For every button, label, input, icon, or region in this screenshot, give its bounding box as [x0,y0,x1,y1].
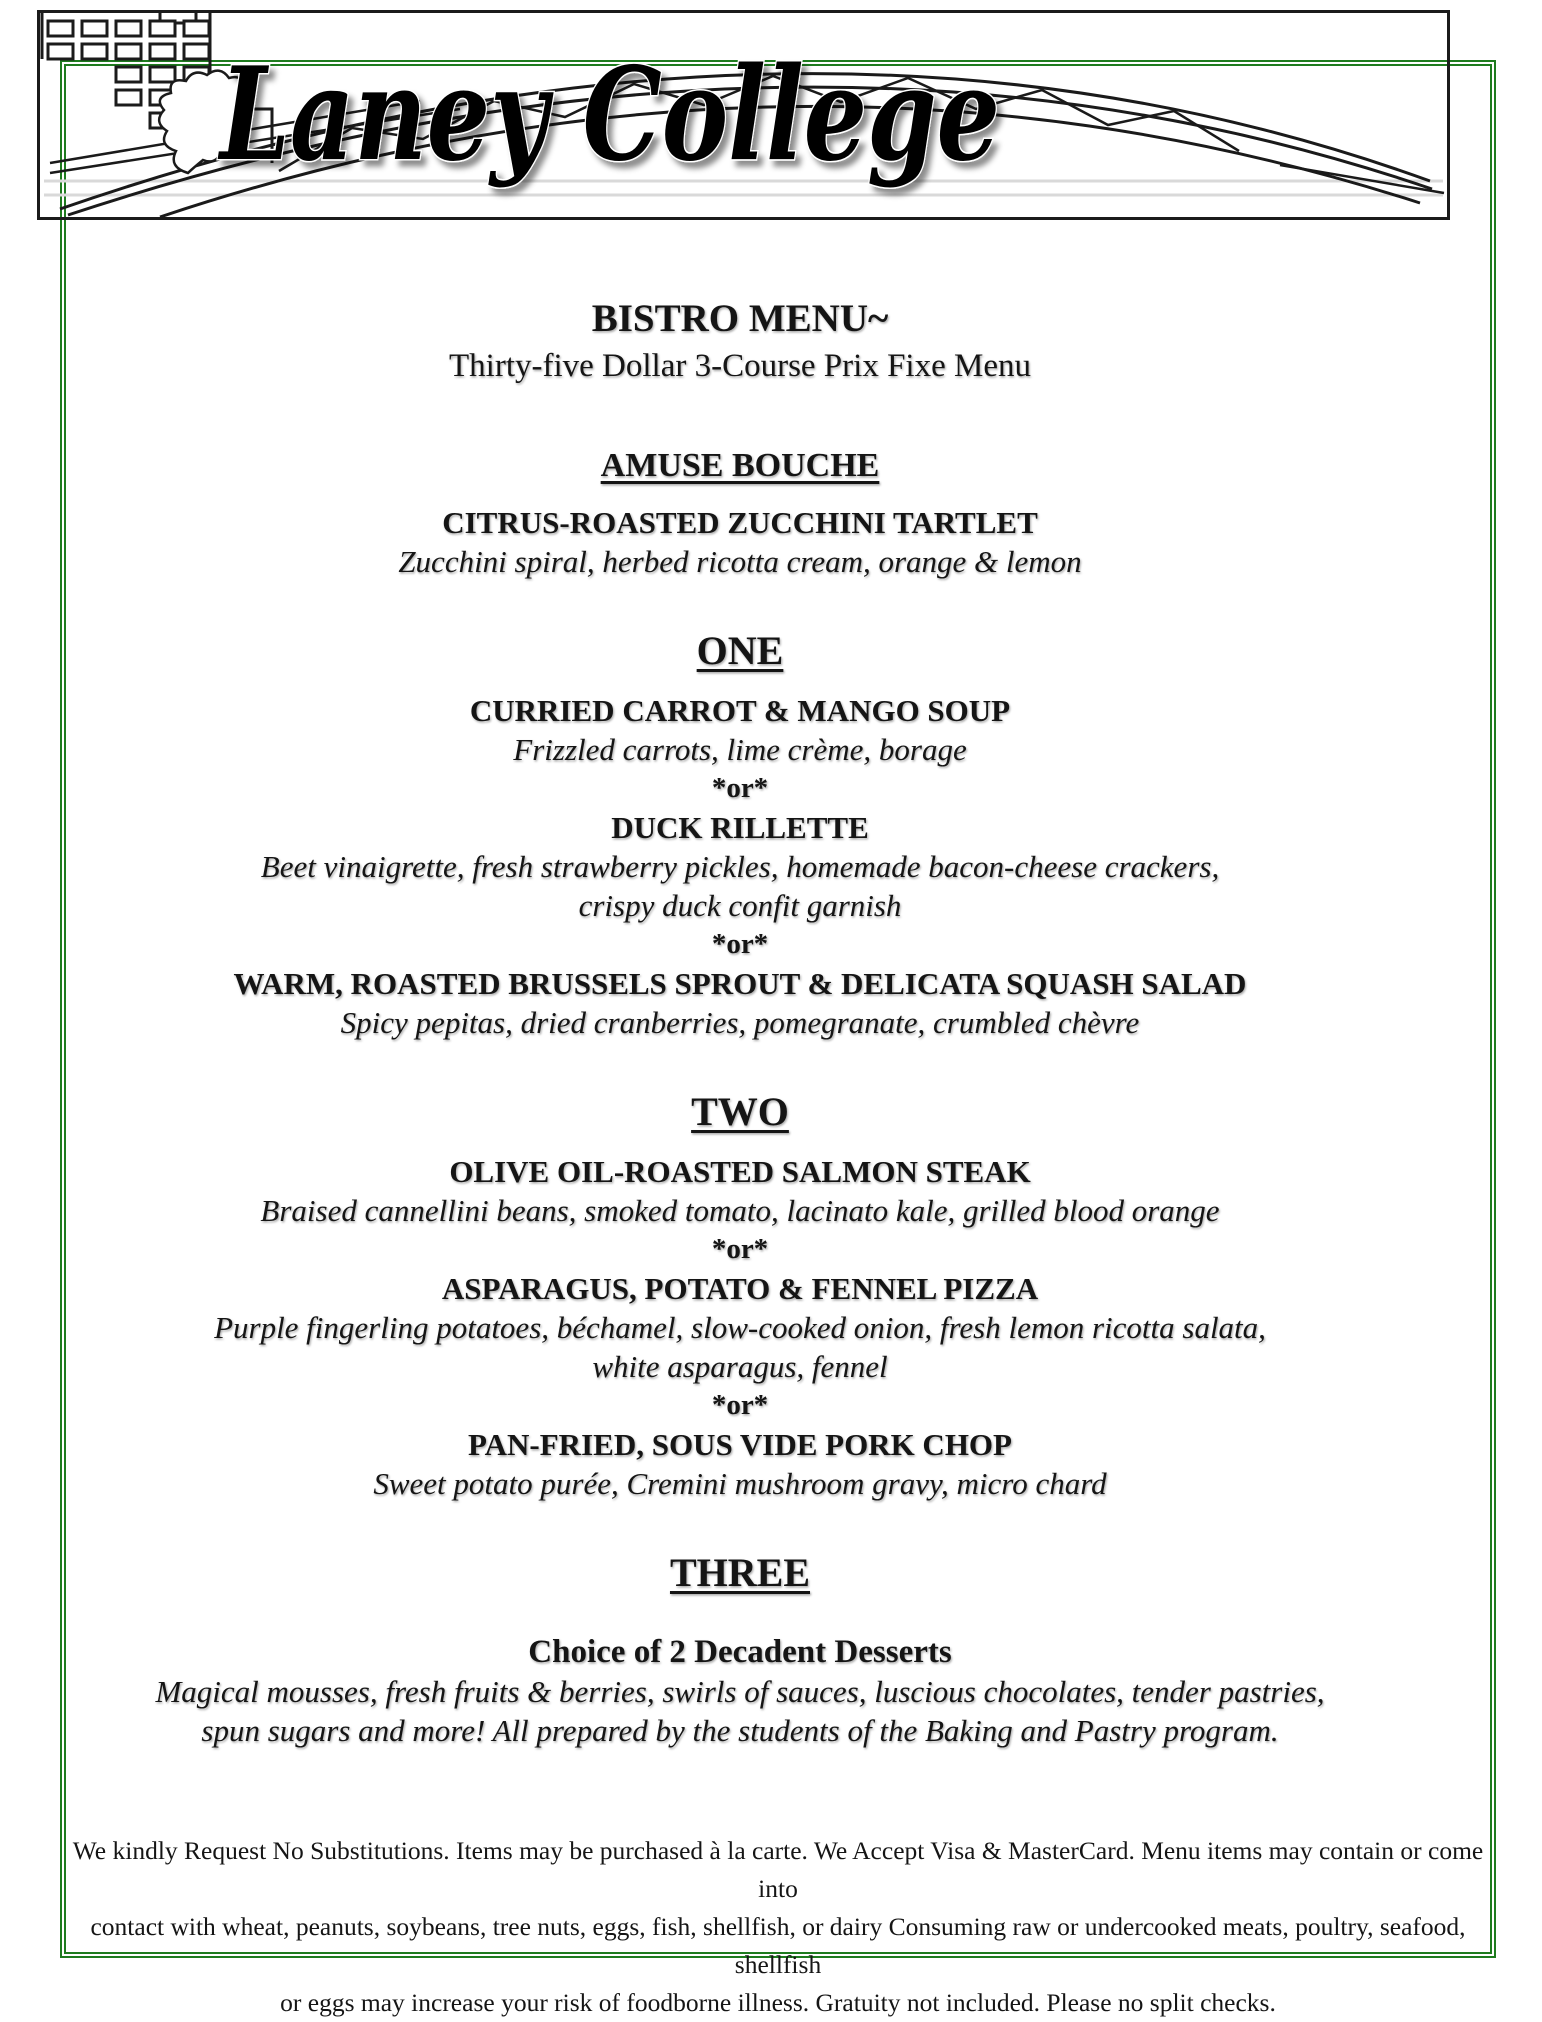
footer-line: We kindly Request No Substitutions. Items may be purchased à la carte. We Accept Visa & MasterCard. Menu items may contain or come into [72,1836,1484,1903]
logo-banner [37,10,1450,220]
dish-name: WARM, ROASTED BRUSSELS SPROUT & DELICATA SQUASH SALAD [233,966,1247,1001]
dish-description-line: Spicy pepitas, dried cranberries, pomegranate, crumbled chèvre [340,1005,1140,1040]
dish-description-line: crispy duck confit garnish [578,888,902,923]
menu-subtitle: Thirty-five Dollar 3-Course Prix Fixe Menu [449,348,1031,384]
dish-description-line: Beet vinaigrette, fresh strawberry pickles, homemade bacon-cheese crackers, [260,849,1220,884]
or-separator: *or* [711,1389,769,1421]
menu-section-three [60,1547,1420,1750]
footer-line: or eggs may increase your risk of foodborne illness. Gratuity not included. Please no split checks. [280,1988,1276,2017]
menu-title: BISTRO MENU~ [591,297,889,340]
dish-description-line: Frizzled carrots, lime crème, borage [513,732,967,767]
footer-line: contact with wheat, peanuts, soybeans, tree nuts, eggs, fish, shellfish, or dairy Consuming raw or undercooked meats, poultry, seafood, shellfish [90,1912,1466,1979]
menu-section-one [60,625,1420,1042]
menu-section-amuse [60,443,1420,581]
section-heading: AMUSE BOUCHE [600,447,880,484]
dish-name: DUCK RILLETTE [611,810,869,845]
campus-line-art-illustration [40,13,1447,217]
dish-description-line: Zucchini spiral, herbed ricotta cream, orange & lemon [398,544,1082,579]
menu-section-two [60,1086,1420,1503]
footer-disclaimer [66,1832,1490,2022]
menu-body [60,220,1420,1750]
or-separator: *or* [711,1233,769,1265]
dish-description-line: Braised cannellini beans, smoked tomato, lacinato kale, grilled blood orange [260,1193,1220,1228]
dish-name: CURRIED CARROT & MANGO SOUP [469,693,1011,728]
menu-sections [60,443,1420,1750]
dish-description-line: Magical mousses, fresh fruits & berries, swirls of sauces, luscious chocolates, tender pastries, [155,1674,1325,1709]
dish-name: CITRUS-ROASTED ZUCCHINI TARTLET [442,505,1038,540]
dish-name: PAN-FRIED, SOUS VIDE PORK CHOP [468,1427,1012,1462]
dish-name: Choice of 2 Decadent Desserts [528,1634,952,1670]
section-heading: THREE [669,1550,811,1595]
dish-name: ASPARAGUS, POTATO & FENNEL PIZZA [441,1271,1039,1306]
or-separator: *or* [711,928,769,960]
dish-description-line: spun sugars and more! All prepared by the students of the Baking and Pastry program. [201,1713,1279,1748]
or-separator: *or* [711,772,769,804]
dish-description-line: Purple fingerling potatoes, béchamel, slow-cooked onion, fresh lemon ricotta salata, [214,1310,1266,1345]
dish-description-line: white asparagus, fennel [592,1349,888,1384]
dish-name: OLIVE OIL-ROASTED SALMON STEAK [449,1154,1031,1189]
school-name: Laney College [217,40,1000,190]
section-heading: TWO [691,1089,789,1134]
section-heading: ONE [696,628,784,673]
dish-description-line: Sweet potato purée, Cremini mushroom gravy, micro chard [373,1466,1107,1501]
